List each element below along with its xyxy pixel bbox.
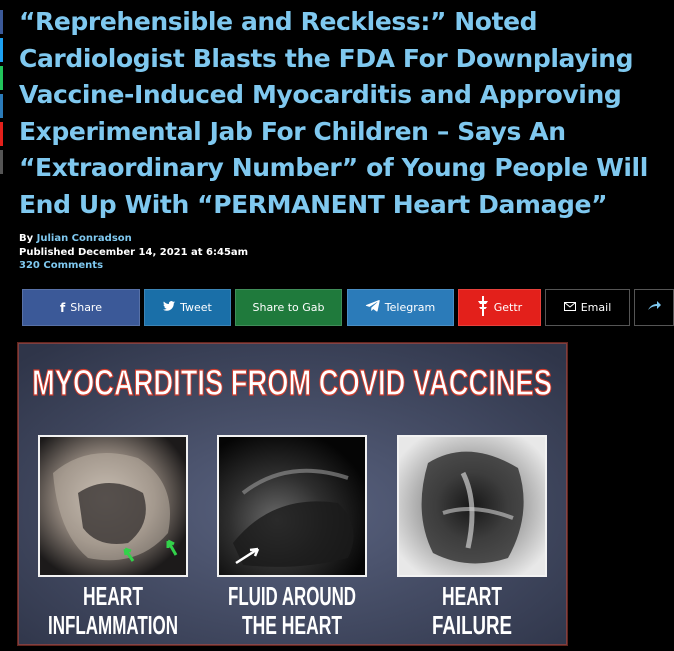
telegram-icon (366, 300, 380, 315)
edge-bar[interactable] (0, 150, 3, 174)
gettr-share-label: Gettr (493, 301, 523, 314)
twitter-tweet-button[interactable] (144, 289, 231, 326)
heart-inflammation-panel (39, 436, 187, 576)
email-share-button[interactable] (545, 289, 630, 326)
article-headline: “Reprehensible and Reckless:” Noted Cardiologist Blasts the FDA For Downplaying Vaccine-Induced Myocarditis and Approving Experimental Jab For Children – Says An “Extraordinary Number” of Young People Will End Up With “PERMANENT Heart Damage” (19, 7, 648, 219)
twitter-tweet-label: Tweet (180, 301, 212, 314)
facebook-share-button[interactable] (22, 289, 140, 326)
panel-caption-line: FLUID AROUND (228, 581, 356, 611)
edge-bar[interactable] (0, 66, 3, 90)
email-share-label: Email (580, 301, 612, 314)
share-arrow-icon (647, 301, 661, 314)
gettr-icon (477, 296, 489, 319)
gab-share-label: Share to Gab (252, 301, 325, 314)
edge-bar[interactable] (0, 10, 3, 34)
gab-share-button[interactable] (235, 289, 342, 326)
published-line (19, 246, 248, 260)
email-icon (564, 301, 576, 314)
facebook-icon: f (60, 300, 66, 315)
panel-caption-line: HEART (442, 581, 503, 611)
published-label: Published (19, 246, 75, 258)
byline (19, 232, 248, 246)
more-share-button[interactable] (634, 289, 674, 326)
telegram-share-label: Telegram (384, 301, 436, 314)
facebook-share-label: Share (70, 301, 102, 314)
heart-failure-panel (398, 436, 546, 576)
article-hero-image (18, 343, 567, 645)
edge-share-bars (0, 10, 3, 174)
author-link[interactable]: Julian Conradson (36, 233, 132, 244)
panel-caption-line: THE HEART (242, 610, 343, 640)
article-meta (19, 232, 248, 273)
hero-title: MYOCARDITIS FROM COVID VACCINES (32, 362, 552, 403)
twitter-icon (163, 301, 175, 314)
panel-caption-line: FAILURE (432, 610, 512, 640)
panel-caption-line: HEART (83, 581, 144, 611)
published-date: December 14, 2021 at 6:45am (77, 246, 249, 258)
by-label: By (19, 233, 34, 244)
edge-bar[interactable] (0, 94, 3, 118)
fluid-around-heart-panel (218, 436, 366, 576)
edge-bar[interactable] (0, 122, 3, 146)
telegram-share-button[interactable] (347, 289, 454, 326)
panel-caption-line: INFLAMMATION (48, 610, 178, 640)
edge-bar[interactable] (0, 38, 3, 62)
comments-link[interactable]: 320 Comments (19, 260, 104, 271)
hero-graphic (18, 343, 567, 645)
gettr-share-button[interactable] (458, 289, 541, 326)
